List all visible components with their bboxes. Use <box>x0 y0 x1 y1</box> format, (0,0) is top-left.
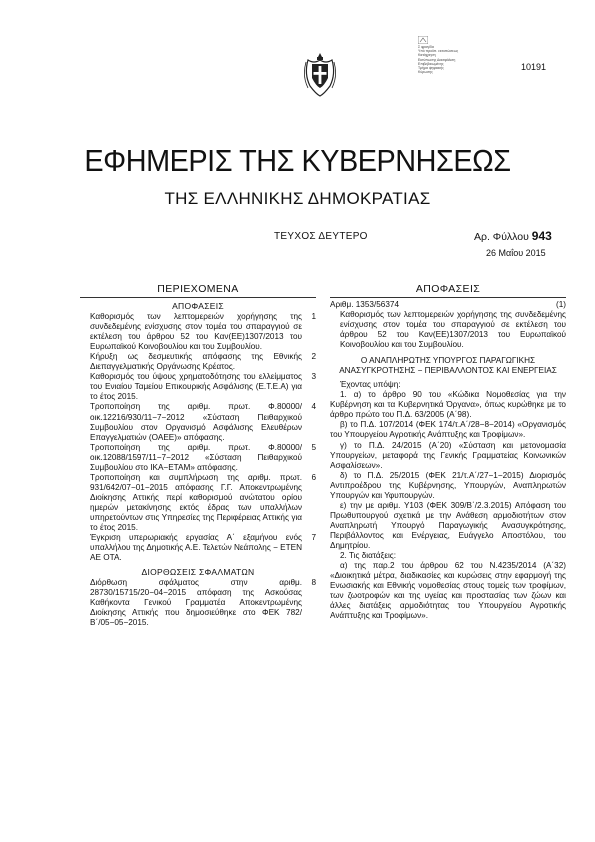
contents-entry-text: Έγκριση υπερωριακής εργασίας Α΄ εξαμήνου ενός υπαλλήλου της Δημοτικής Α.Ε. Τελετών Νεάπολης − ΕΤΕΝ ΑΕ ΟΤΑ. <box>90 533 302 563</box>
contents-entry-page: 7 <box>311 533 316 543</box>
stamp-mark-icon <box>418 36 428 44</box>
gazette-title: ΕΦΗΜΕΡΙΣ ΤΗΣ ΚΥΒΕΡΝΗΣΕΩΣ <box>84 143 511 178</box>
contents-entry-page: 5 <box>311 442 316 452</box>
contents-entry[interactable] <box>80 473 316 533</box>
having-regard: Έχοντας υπόψη: <box>340 380 401 390</box>
contents-entry-text: Καθορισμός των λεπτομερειών χορήγησης της συνδεδεμένης ενίσχυσης στον τομέα του σπαραγγιού σε εκτέλεση του άρθρου 52 του Καν(ΕΕ)1307/2013 του Ευρωπαϊκού Κοινοβουλίου και του Συμβουλίου. <box>90 312 302 352</box>
issue-label: ΤΕΥΧΟΣ ΔΕΥΤΕΡΟ <box>274 231 368 242</box>
decision-summary: Καθορισμός των λεπτομερειών χορήγησης της συνδεδεμένης ενίσχυσης στον τομέα του σπαραγγιού σε εκτέλεση του άρθρου 52 του Καν(ΕΕ)1307/2013 του Ευρωπαϊκού Κοινοβουλίου και του Συμβουλίου. <box>340 310 566 350</box>
contents-entry-page: 6 <box>311 472 316 482</box>
contents-section-corrections: ΔΙΟΡΘΩΣΕΙΣ ΣΦΑΛΜΑΤΩΝ <box>141 567 255 578</box>
contents-entry[interactable] <box>80 372 316 402</box>
contents-entry-text: Κήρυξη ως δεσμευτικής απόφασης της Εθνικής Διεπαγγελματικής Οργάνωσης Κρέατος. <box>90 352 302 372</box>
contents-entry[interactable] <box>80 402 316 442</box>
sheet-value: 943 <box>531 229 552 243</box>
correction-entry[interactable] <box>80 578 316 628</box>
contents-entries <box>80 312 316 563</box>
contents-entry-text: Καθορισμός του ύψους χρηματοδότησης του ελλείμματος του Ενιαίου Ταμείου Επικουρικής Ασφάλισης (Ε.Τ.Ε.Α) για το έτος 2015. <box>90 372 302 402</box>
contents-entry-text: Τροποποίηση της αριθμ. πρωτ. Φ.80000/οικ.12088/1597/11−7−2012 «Σύσταση Πειθαρχικού Συμβουλίου στο ΙΚΑ−ΕΤΑΜ» απόφασης. <box>90 442 302 472</box>
sheet-label: Αρ. Φύλλου <box>474 231 529 243</box>
contents-entry[interactable] <box>80 352 316 372</box>
decision-item: ε) την με αριθμ. Υ103 (ΦΕΚ 309/Β΄/2.3.2015) Απόφαση του Πρωθυπουργού σχετικά με την Ανάθεση αρμοδιοτήτων στον Αναπληρωτή Υπουργό Παραγωγικής Ανασυγκρότησης, Περιβάλλοντος και Ενέργειας, Ευάγγελο Αποστόλου, του Δημητρίου. <box>330 500 566 550</box>
contents-divider <box>80 297 316 298</box>
decision-item: α) της παρ.2 του άρθρου 62 του Ν.4235/2014 (Α΄32) «Διοικητικά μέτρα, διαδικασίες και κυρώσεις στην εφαρμογή της Ενωσιακής και Εθνικής νομοθεσίας στους τομείς των τροφίμων, των ζωοτροφών και της υγείας και προστασίας των ζώων και άλλες διατάξεις αρμοδιότητας του Υπουργείου Αγροτικής Ανάπτυξης και Τροφίμων». <box>330 561 566 621</box>
correction-entry-page: 8 <box>311 578 316 588</box>
contents-section-decisions: ΑΠΟΦΑΣΕΙΣ <box>172 301 224 311</box>
coat-of-arms-emblem <box>302 52 338 100</box>
contents-entry-page: 4 <box>311 402 316 412</box>
contents-entry-page: 3 <box>311 372 316 382</box>
digital-signature-stamp-note <box>418 36 470 74</box>
decision-item: γ) το Π.Δ. 24/2015 (Α΄20) «Σύσταση και μετονομασία Υπουργείων, μεταφορά της Γενικής Γραμματείας Κοινωνικών Ασφαλίσεων». <box>330 440 566 470</box>
decision-tag: (1) <box>555 300 566 309</box>
contents-entry-page: 2 <box>311 352 316 362</box>
decision-items <box>330 390 566 621</box>
decision-item: 2. Τις διατάξεις: <box>340 551 397 561</box>
contents-entry[interactable] <box>80 443 316 473</box>
decision-item: β) το Π.Δ. 107/2014 (ΦΕΚ 174/τ.Α΄/28−8−2014) «Οργανισμός του Υπουργείου Αγροτικής Ανάπτυξης και Τροφίμων». <box>330 420 566 440</box>
decision-number-line <box>330 300 566 310</box>
sheet-number <box>474 229 552 243</box>
contents-heading: ΠΕΡΙΕΧΟΜΕΝΑ <box>157 283 239 295</box>
contents-entry-page: 1 <box>311 312 316 322</box>
decision-item: 1. α) το άρθρο 90 του «Κώδικα Νομοθεσίας για την Κυβέρνηση και τα Κυβερνητικά Όργανα», όπως κυρώθηκε με το άρθρο πρώτο του Π.Δ. 63/2005 (Α΄98). <box>330 390 566 420</box>
stamp-text: Σ φραγίδα Υπό προϋπ. εκτυπώσεως Κατάχρηση Εκτύπωσης Διασφάλιση Επιβεβαιωμένης Τμήμα ψηφιακής Κύρωσης <box>418 45 459 75</box>
decisions-divider <box>330 297 566 298</box>
issue-date: 26 Μαΐου 2015 <box>486 248 546 258</box>
decision-number: Αριθμ. 1353/56374 <box>330 300 400 309</box>
contents-entry[interactable] <box>80 312 316 352</box>
page-number: 10191 <box>521 62 547 72</box>
contents-entry[interactable] <box>80 533 316 563</box>
gazette-subtitle: ΤΗΣ ΕΛΛΗΝΙΚΗΣ ΔΗΜΟΚΡΑΤΙΑΣ <box>164 189 431 208</box>
contents-entry-text: Τροποποίηση και συμπλήρωση της αριθμ. πρωτ. 931/642/07−01−2015 απόφασης Γ.Γ. Αποκεντρωμένης Διοίκησης Αττικής περί καθορισμού ανώτατου ορίου ημερών μετακίνησης εκτός έδρας των υπαλλήλων υπηρετούντων στις Υπηρεσίες της Περιφέρειας Αττικής για το έτος 2015. <box>90 472 302 533</box>
decision-body <box>330 300 566 621</box>
minister-title: Ο ΑΝΑΠΛΗΡΩΤΗΣ ΥΠΟΥΡΓΟΣ ΠΑΡΑΓΩΓΙΚΗΣ ΑΝΑΣΥΓΚΡΟΤΗΣΗΣ − ΠΕΡΙΒΑΛΛΟΝΤΟΣ ΚΑΙ ΕΝΕΡΓΕΙΑΣ <box>339 356 557 376</box>
contents-corrections <box>80 578 316 628</box>
contents-entry-text: Τροποποίηση της αριθμ. πρωτ. Φ.80000/οικ.12216/930/11−7−2012 «Σύσταση Πειθαρχικού Συμβουλίου στον Οργανισμό Ασφάλισης Ελευθέρων Επαγγελματιών (ΟΑΕΕ)» απόφασης. <box>90 402 302 442</box>
table-of-contents <box>80 299 316 629</box>
decisions-heading: ΑΠΟΦΑΣΕΙΣ <box>415 283 481 295</box>
correction-entry-text: Διόρθωση σφάλματος στην αριθμ. 28730/15715/20−04−2015 απόφαση της Ασκούσας Καθήκοντα Γενικού Γραμματέα Αποκεντρωμένης Διοίκησης Αττικής που δημοσιεύθηκε στο ΦΕΚ 782/Β΄/05−05−2015. <box>90 578 302 628</box>
decision-item: δ) το Π.Δ. 25/2015 (ΦΕΚ 21/τ.Α΄/27−1−2015) Διορισμός Αντιπροέδρου της Κυβέρνησης, Υπουργών, Αναπληρωτών Υπουργών και Υφυπουργών. <box>330 470 566 500</box>
